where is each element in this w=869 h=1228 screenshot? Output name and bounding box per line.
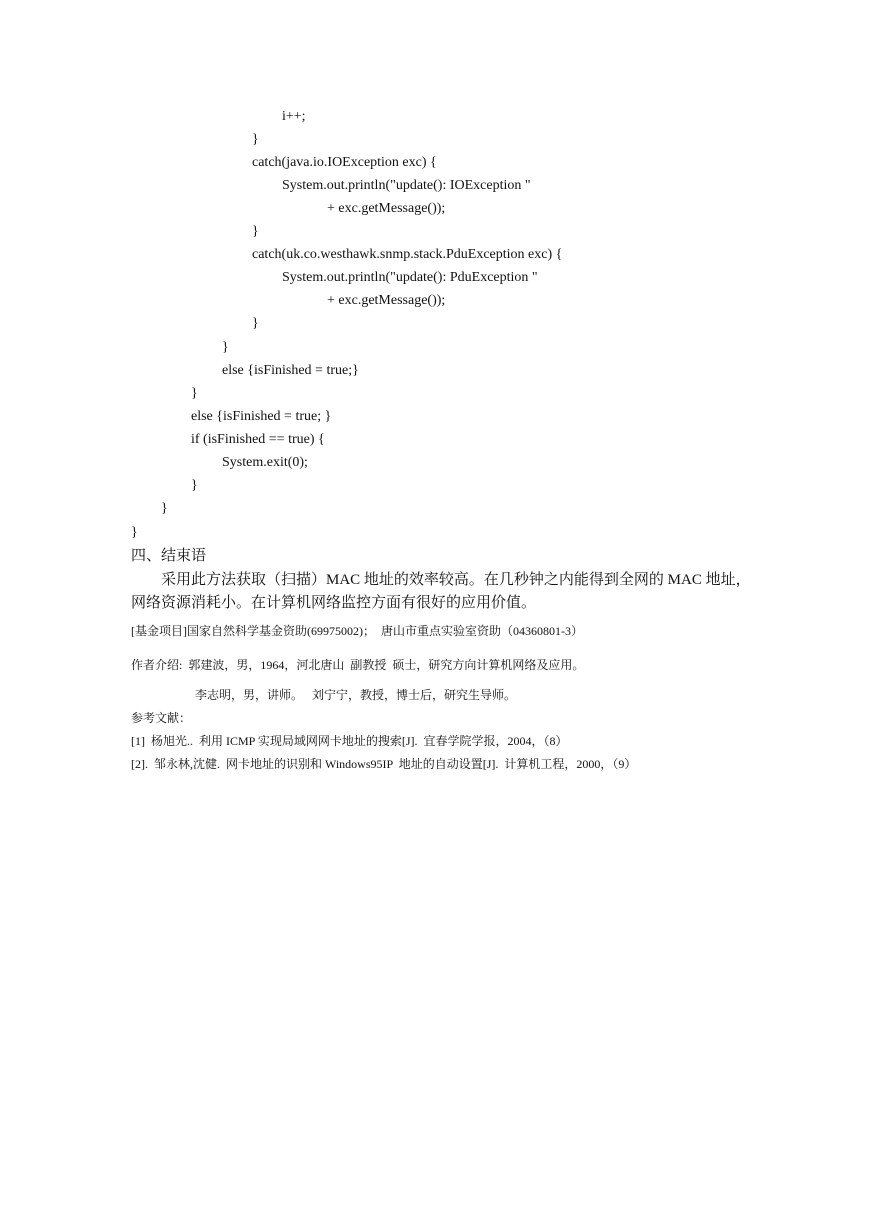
- code-line: }: [222, 340, 229, 355]
- author-intro: 作者介绍: 郭建波，男，1964，河北唐山 副教授 硕士，研究方向计算机网络及应用。: [131, 658, 585, 672]
- code-line: if (isFinished == true) {: [191, 432, 325, 447]
- reference-item: [1] 杨旭光.. 利用 ICMP 实现局域网网卡地址的搜索[J]. 宜春学院学报，2004，（8）: [131, 734, 568, 748]
- code-line: }: [131, 525, 138, 540]
- code-line: catch(uk.co.westhawk.snmp.stack.PduException exc) {: [252, 247, 563, 262]
- author-intro-continued: 李志明，男，讲师。 刘宁宁，教授，博士后，研究生导师。: [195, 688, 517, 702]
- funding-note: [基金项目]国家自然科学基金资助(69975002)； 唐山市重点实验室资助（04360801-3）: [131, 624, 583, 638]
- code-line: else {isFinished = true; }: [191, 409, 332, 424]
- code-line: }: [191, 386, 198, 401]
- code-line: catch(java.io.IOException exc) {: [252, 155, 437, 170]
- code-line: System.out.println("update(): IOException ": [282, 178, 531, 193]
- references-title: 参考文献：: [131, 711, 192, 725]
- code-line: + exc.getMessage());: [327, 201, 446, 216]
- code-line: }: [161, 501, 168, 516]
- code-line: + exc.getMessage());: [327, 293, 446, 308]
- conclusion-paragraph: 采用此方法获取（扫描）MAC 地址的效率较高。在几秒钟之内能得到全网的 MAC 地址，网络资源消耗小。在计算机网络监控方面有很好的应用价值。: [131, 572, 751, 611]
- section-title: 四、结束语: [131, 548, 207, 564]
- code-line: }: [252, 316, 259, 331]
- code-line: i++;: [282, 109, 306, 124]
- code-line: System.out.println("update(): PduException ": [282, 270, 538, 285]
- code-line: }: [252, 224, 259, 239]
- code-line: }: [252, 132, 259, 147]
- reference-item: [2]. 邹永林,沈健. 网卡地址的识别和 Windows95IP 地址的自动设置[J]. 计算机工程，2000，（9）: [131, 757, 637, 771]
- code-line: System.exit(0);: [222, 455, 308, 470]
- code-line: else {isFinished = true;}: [222, 363, 359, 378]
- code-line: }: [191, 478, 198, 493]
